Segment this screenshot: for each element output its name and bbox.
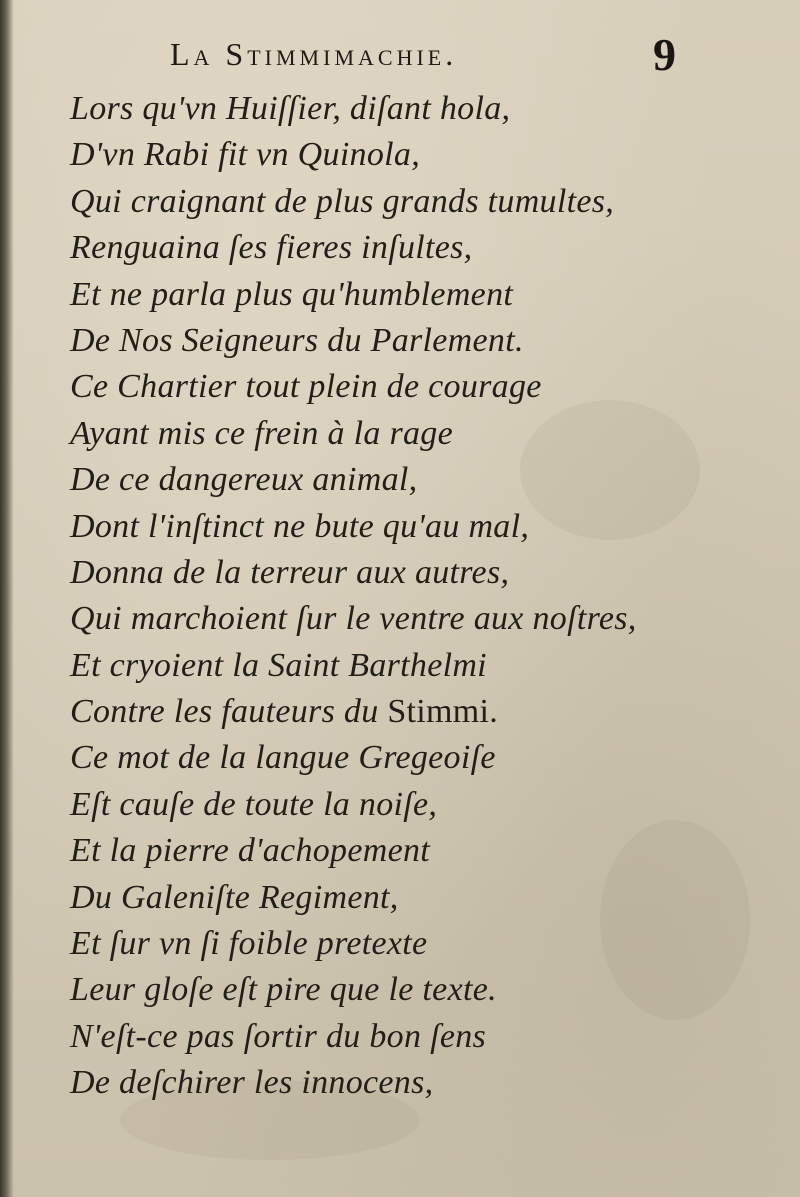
verse-line bbox=[70, 689, 750, 735]
verse-line: Lors qu'vn Huiſſier, diſant hola, bbox=[70, 90, 511, 127]
verse-line: Donna de la terreur aux autres, bbox=[70, 553, 510, 591]
verse-line: Du Galeniſte Regiment, bbox=[70, 878, 399, 916]
verse-line: Qui marchoient ſur le ventre aux noſtres, bbox=[70, 600, 637, 638]
binding-edge bbox=[0, 0, 14, 1197]
verse-line: Et la pierre d'achopement bbox=[70, 832, 431, 870]
verse-line: De deſchirer les innocens, bbox=[70, 1064, 434, 1102]
verse-line: D'vn Rabi fit vn Quinola, bbox=[70, 136, 421, 174]
verse-line: Leur gloſe eſt pire que le texte. bbox=[70, 971, 497, 1009]
poem-text bbox=[70, 86, 750, 1107]
verse-line: Qui craignant de plus grands tumultes, bbox=[70, 182, 615, 220]
verse-text: Contre les fauteurs du bbox=[70, 693, 379, 731]
verse-line: Dont l'inſtinct ne bute qu'au mal, bbox=[70, 507, 530, 545]
verse-line: De ce dangereux animal, bbox=[70, 461, 418, 499]
verse-line: Renguaina ſes fieres inſultes, bbox=[70, 229, 473, 267]
verse-line: De Nos Seigneurs du Parlement. bbox=[70, 321, 524, 359]
page-header bbox=[170, 28, 690, 88]
verse-line: Et ne parla plus qu'humblement bbox=[70, 275, 514, 313]
verse-line: Ce Chartier tout plein de courage bbox=[70, 368, 542, 406]
page-number: 9 bbox=[653, 29, 676, 80]
roman-word: Stimmi. bbox=[387, 693, 499, 731]
verse-line: Ayant mis ce frein à la rage bbox=[70, 414, 453, 452]
running-title: La Stimmimachie. bbox=[170, 36, 458, 72]
verse-line: Eſt cauſe de toute la noiſe, bbox=[70, 785, 438, 823]
verse-line: Ce mot de la langue Gregeoiſe bbox=[70, 739, 496, 777]
verse-line: Et ſur vn ſi foible pretexte bbox=[70, 925, 428, 963]
verse-line: Et cryoient la Saint Barthelmi bbox=[70, 646, 487, 684]
verse-line: N'eſt-ce pas ſortir du bon ſens bbox=[70, 1017, 487, 1055]
